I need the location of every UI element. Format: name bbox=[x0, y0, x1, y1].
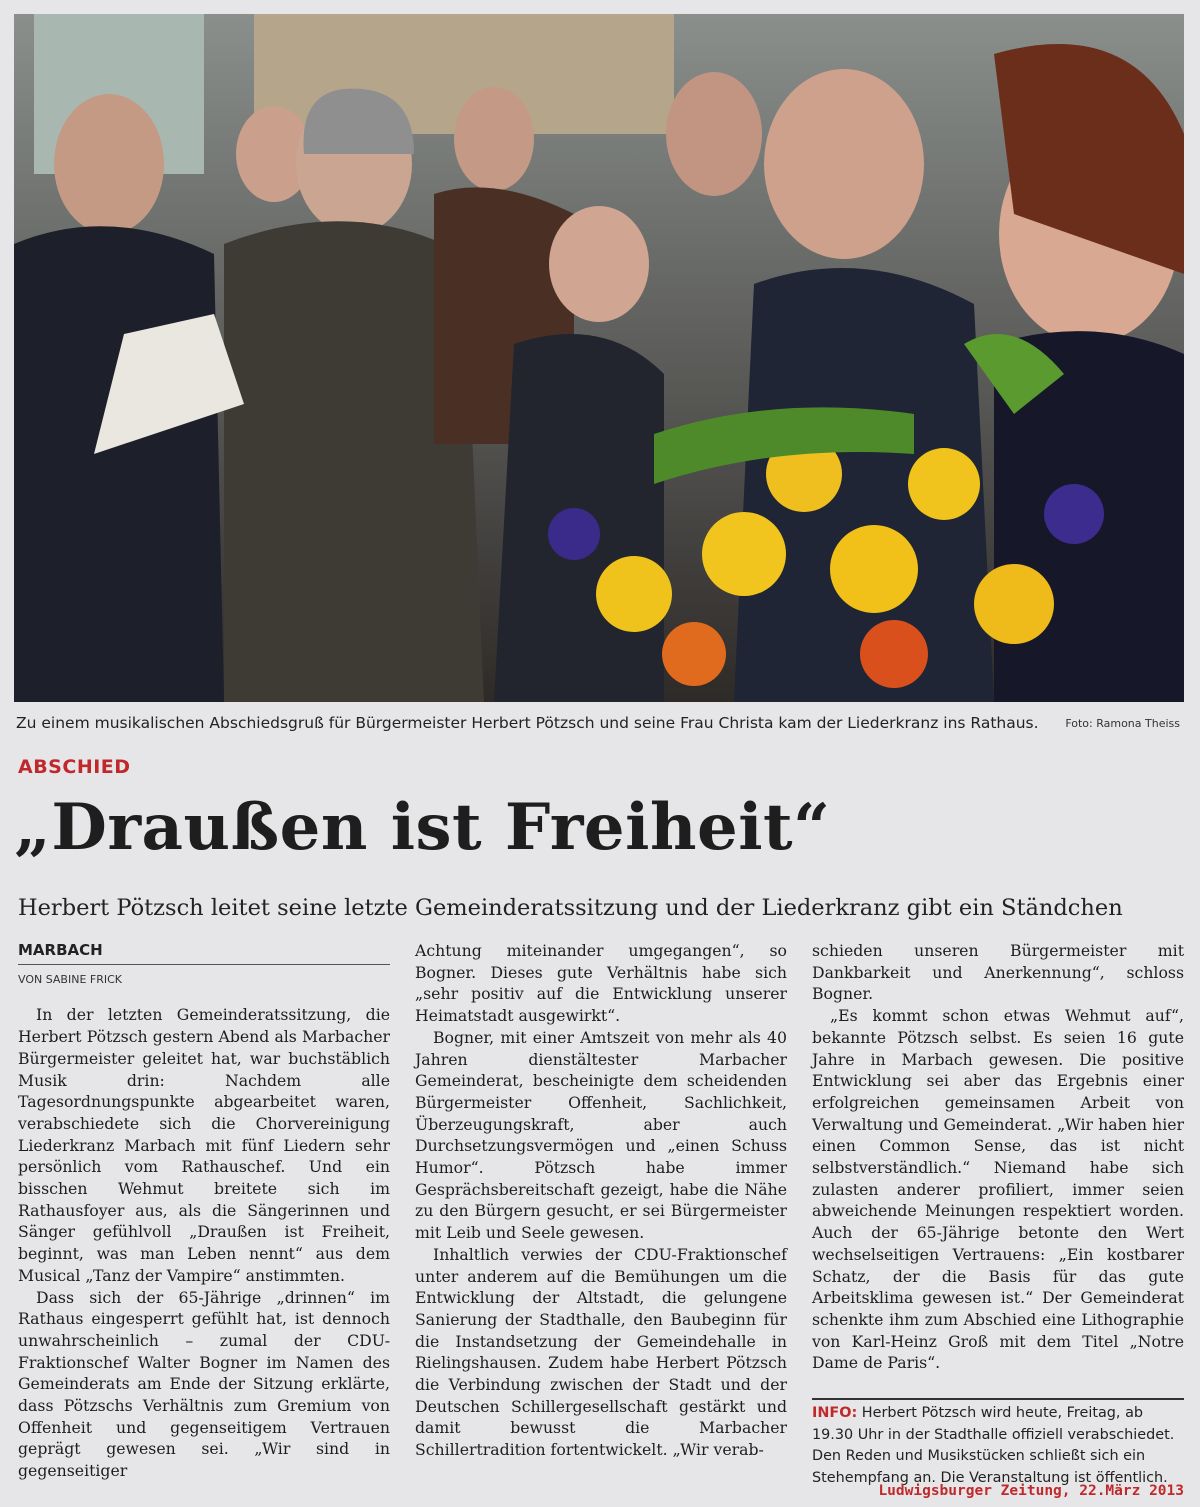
paragraph: „Es kommt schon etwas Wehmut auf“, bekannte Pötzsch selbst. Es seien 16 gute Jahre in Marbach gewesen. Die positive Entwicklung sei aber das Ergebnis einer erfolgreichen gemeinsamen Arbeit von Verwaltung und Gemeinderat. „Wir haben hier einen Common Sense, das ist nicht selbstverständlich.“ Niemand habe sich zulasten anderer profiliert, immer seien abweichende Meinungen respektiert worden. Auch der 65-Jährige betonte den Wert wechselseitigen Vertrauens: „Ein kostbarer Schatz, der die Basis für das gute Arbeitsklima gewesen ist.“ Der Gemeinderat schenkte ihm zum Abschied eine Lithographie von Karl-Heinz Groß mit dem Titel „Notre Dame de Paris“. bbox=[812, 1006, 1184, 1373]
photo-caption bbox=[16, 714, 1186, 732]
article-photo bbox=[14, 14, 1184, 702]
article-column-2 bbox=[415, 940, 787, 1461]
paragraph: In der letzten Gemeinderatssitzung, die Herbert Pötzsch gestern Abend als Marbacher Bürgermeister geleitet hat, war buchstäblich Musik drin: Nachdem alle Tagesordnungspunkte abgearbeitet waren, verabschiedete sich die Chorvereinigung Liederkranz Marbach mit fünf Liedern sehr persönlich vom Rathauschef. Und ein bisschen Wehmut breitete sich im Rathausfoyer aus, als die Sängerinnen und Sänger gefühlvoll „Draußen ist Freiheit, beginnt, was man Leben nennt“ aus dem Musical „Tanz der Vampire“ anstimmten. bbox=[18, 1005, 390, 1285]
paragraph: Bogner, mit einer Amtszeit von mehr als 40 Jahren dienstältester Marbacher Gemeinderat, bescheinigte dem scheidenden Bürgermeister Offenheit, Sachlichkeit, Überzeugungskraft, aber auch Durchsetzungsvermögen und „einen Schuss Humor“. Pötzsch habe immer Gesprächsbereitschaft gezeigt, habe die Nähe zu den Bürgern gesucht, er sei Bürgermeister mit Leib und Seele gewesen. bbox=[415, 1027, 787, 1243]
caption-text: Zu einem musikalischen Abschiedsgruß für Bürgermeister Herbert Pötzsch und seine Frau Christa kam der Liederkranz ins Rathaus. bbox=[16, 714, 1039, 732]
info-label: INFO: bbox=[812, 1405, 858, 1421]
newspaper-source: Ludwigsburger Zeitung, 22.März 2013 bbox=[878, 1483, 1184, 1499]
info-box bbox=[812, 1398, 1184, 1489]
article-headline: „Draußen ist Freiheit“ bbox=[14, 790, 831, 865]
photo-credit: Foto: Ramona Theiss bbox=[1065, 717, 1180, 730]
article-column-1 bbox=[18, 940, 390, 1482]
photo-illustration bbox=[14, 14, 1184, 702]
article-column-3 bbox=[812, 940, 1184, 1374]
article-kicker: ABSCHIED bbox=[18, 756, 131, 778]
dateline: MARBACH bbox=[18, 940, 390, 965]
paragraph: Inhaltlich verwies der CDU-Fraktionschef unter anderem auf die Bemühungen um die Entwicklung der Altstadt, die gelungene Sanierung der Stadthalle, den Baubeginn für die Instandsetzung der Gemeindehalle in Rielingshausen. Zudem habe Herbert Pötzsch die Verbindung zwischen der Stadt und der Deutschen Schillergesellschaft gestärkt und damit bewusst die Marbacher Schillertradition fortentwickelt. „Wir verab- bbox=[415, 1244, 787, 1460]
paragraph: Dass sich der 65-Jährige „drinnen“ im Rathaus eingesperrt gefühlt hat, ist dennoch unwahrscheinlich – zumal der CDU-Fraktionschef Walter Bogner im Namen des Gemeinderats am Ende der Sitzung erklärte, dass Pötzschs Verhältnis zum Gremium von Offenheit und gegenseitigem Vertrauen geprägt gewesen sei. „Wir sind in gegenseitiger bbox=[18, 1287, 390, 1481]
info-text: Herbert Pötzsch wird heute, Freitag, ab 19.30 Uhr in der Stadthalle offiziell verabschiedet. Den Reden und Musikstücken schließt sich ein Stehempfang an. Die Veranstaltung ist öffentlich. bbox=[812, 1405, 1175, 1486]
paragraph: Achtung miteinander umgegangen“, so Bogner. Dieses gute Verhältnis habe sich „sehr positiv auf die Entwicklung unserer Heimatstadt ausgewirkt“. bbox=[415, 941, 787, 1026]
article-subheadline: Herbert Pötzsch leitet seine letzte Gemeinderatssitzung und der Liederkranz gibt ein Ständchen bbox=[18, 895, 1123, 921]
paragraph: schieden unseren Bürgermeister mit Dankbarkeit und Anerkennung“, schloss Bogner. bbox=[812, 941, 1184, 1004]
byline: VON SABINE FRICK bbox=[18, 972, 123, 986]
